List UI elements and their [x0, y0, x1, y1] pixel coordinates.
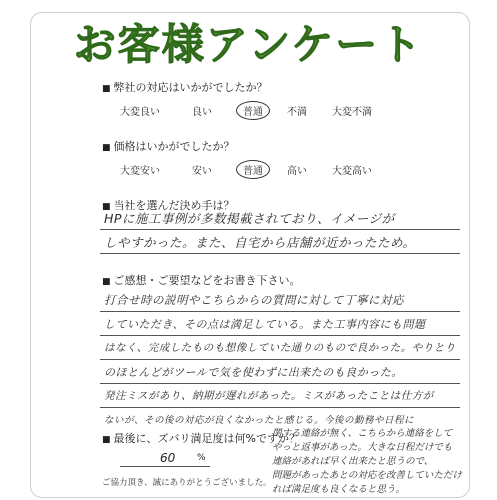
q4-answer-line-2: していただき、その点は満足している。また工事内容にも問題: [104, 318, 426, 331]
q4-label: ご感想・ご要望などをお書き下さい。: [113, 274, 301, 287]
q4-side-line-1: 関する連絡が無く、こちらから連絡をして: [272, 428, 453, 439]
q4-answer-line-5: 発注ミスがあり、納期が遅れがあった。ミスがあったことは仕方が: [104, 390, 434, 402]
q4-answer-line-3: はなく、完成したものも想像していた通りのもので良かった。やりとり: [104, 342, 456, 354]
q1-option-very-dissatisfied[interactable]: 大変不満: [332, 107, 372, 118]
satisfaction-score[interactable]: 60: [160, 451, 176, 465]
q4-rule-1: [100, 311, 460, 312]
q3-label: 当社を選んだ決め手は？: [113, 199, 235, 212]
q2-question: [102, 138, 235, 154]
q2-option-very-cheap[interactable]: 大変安い: [120, 166, 160, 177]
q5-bullet: ■: [102, 435, 111, 445]
q1-label: 弊社の対応はいかがでしたか？: [113, 81, 268, 94]
q1-option-good[interactable]: 良い: [192, 107, 212, 118]
q2-option-very-expensive[interactable]: 大変高い: [332, 166, 372, 177]
q4-rule-4: [100, 383, 460, 384]
q3-bullet: ■: [102, 202, 111, 212]
q1-option-dissatisfied[interactable]: 不満: [287, 107, 307, 118]
q2-bullet: ■: [102, 143, 111, 153]
q3-rule-1: [100, 229, 460, 230]
q4-answer-line-6: ないが、その後の対応が良くなかったと感じる。今後の勤務や日程に: [104, 415, 415, 426]
q4-answer-line-4: のほとんどがツールで気を使わずに出来たのも良かった。: [104, 366, 403, 379]
q4-rule-2: [100, 335, 460, 336]
q4-side-line-2: やっと返事があった。大きな日程だけでも: [272, 442, 453, 453]
score-underline: [120, 466, 210, 467]
q4-side-line-5: れば満足度も良くなると思う。: [272, 484, 406, 495]
q5-question: [102, 430, 300, 446]
q2-option-expensive[interactable]: 高い: [287, 166, 307, 177]
q4-rule-5: [100, 407, 460, 408]
q1-bullet: ■: [102, 84, 111, 94]
q1-option-normal-selected[interactable]: 普通: [236, 101, 270, 120]
q3-rule-2: [100, 253, 460, 254]
q5-label: 最後に、ズバリ満足度は何%ですか？: [113, 432, 300, 445]
satisfaction-unit: %: [197, 453, 206, 463]
q4-answer-line-1: 打合せ時の説明やこちらからの質問に対して丁寧に対応: [104, 293, 404, 307]
q2-option-normal-selected[interactable]: 普通: [236, 160, 270, 179]
q3-answer-line-1: HPに施工事例が多数掲載されており、イメージが: [104, 211, 395, 226]
q4-bullet: ■: [102, 277, 111, 287]
q3-answer-line-2: しやすかった。また、自宅から店舗が近かったため。: [104, 235, 416, 250]
q4-question: [102, 272, 301, 288]
thank-you-note: ご協力頂き、誠にありがとうございました。: [102, 478, 272, 488]
survey-title: お客様アンケート: [73, 20, 424, 69]
q2-option-cheap[interactable]: 安い: [192, 166, 212, 177]
q4-side-line-3: 連絡があれば早く出来たと思うので、: [272, 456, 434, 467]
q1-option-very-good[interactable]: 大変良い: [120, 107, 160, 118]
q2-label: 価格はいかがでしたか？: [113, 140, 235, 153]
q4-rule-3: [100, 359, 460, 360]
q1-question: [102, 79, 268, 95]
q4-side-line-4: 問題があったあとの対応を改善していただけ: [272, 470, 462, 481]
